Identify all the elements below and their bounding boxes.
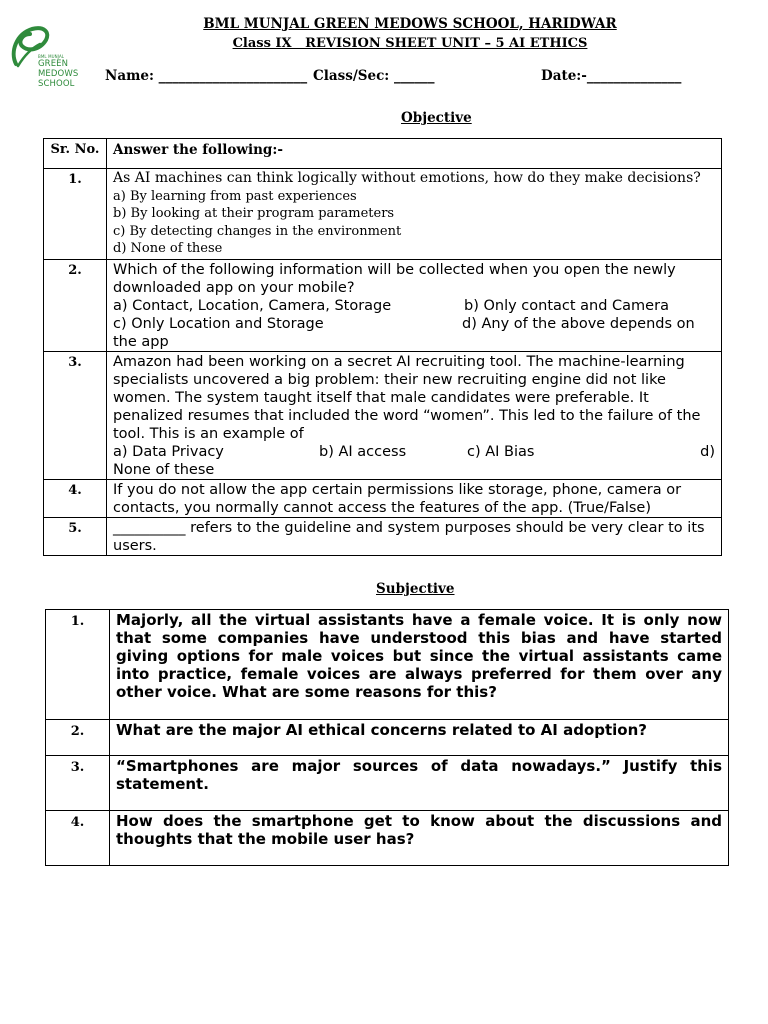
subjective-title: Subjective (376, 581, 455, 597)
option-a: a) Data Privacy (113, 444, 224, 460)
option-b: b) Only contact and Camera (464, 298, 669, 314)
option-d: d) None of these (113, 241, 223, 256)
logo-line-1: GREEN (38, 59, 69, 69)
date-field: Date:-______________ (541, 68, 682, 84)
question-number: 5. (44, 518, 107, 556)
option-b: b) By looking at their program parameters (113, 206, 395, 221)
table-row (44, 518, 722, 556)
option-a: a) Contact, Location, Camera, Storage (113, 298, 392, 314)
table-header-row (44, 139, 722, 169)
question-number: 4. (44, 480, 107, 518)
table-row (44, 352, 722, 480)
logo-line-2: MEDOWS (38, 69, 79, 79)
question-number: 1. (46, 610, 110, 720)
name-field: Name: ______________________ (105, 68, 308, 84)
answer-header: Answer the following:- (107, 139, 722, 169)
table-row (44, 169, 722, 260)
question-cell (107, 169, 722, 260)
question-number: 1. (44, 169, 107, 260)
table-row (46, 756, 729, 811)
class-sec-field: Class/Sec: ______ (313, 68, 435, 84)
question-cell (107, 260, 722, 352)
options-row (113, 443, 715, 461)
question-text: __________ refers to the guideline and system purposes should be very clear to its users. (107, 518, 722, 556)
question-text: As AI machines can think logically without emotions, how do they make decisions? (113, 170, 701, 186)
table-row (44, 260, 722, 352)
question-text: Which of the following information will be collected when you open the newly downloaded app on your mobile? (113, 262, 676, 296)
option-d-continued: None of these (113, 462, 215, 478)
question-number: 3. (46, 756, 110, 811)
school-name: BML MUNJAL GREEN MEDOWS SCHOOL, HARIDWAR (203, 16, 617, 32)
option-d: d) (700, 444, 715, 460)
question-number: 2. (44, 260, 107, 352)
question-number: 2. (46, 720, 110, 756)
table-row (44, 480, 722, 518)
question-text: Majorly, all the virtual assistants have a female voice. It is only now that some companies have understood this bias and have started giving options for male voices but since the virtual assistants came into practice, female voices are always preferred for them over any other voice. What are some reasons for this? (110, 610, 729, 720)
option-b: b) AI access (319, 444, 407, 460)
objective-table (43, 138, 722, 556)
option-d: d) Any of the above depends on (462, 316, 695, 332)
table-row (46, 720, 729, 756)
option-c: c) Only Location and Storage (113, 316, 324, 332)
question-number: 3. (44, 352, 107, 480)
table-row (46, 811, 729, 866)
sr-no-header: Sr. No. (44, 139, 107, 169)
question-number: 4. (46, 811, 110, 866)
option-d-continued: the app (113, 334, 169, 350)
option-c: c) AI Bias (467, 444, 535, 460)
question-text: “Smartphones are major sources of data nowadays.” Justify this statement. (110, 756, 729, 811)
subjective-table (45, 609, 729, 866)
options-row-1 (113, 297, 715, 315)
question-text: What are the major AI ethical concerns related to AI adoption? (110, 720, 729, 756)
question-text: How does the smartphone get to know about the discussions and thoughts that the mobile user has? (110, 811, 729, 866)
logo-line-3: SCHOOL (38, 79, 75, 89)
question-text: Amazon had been working on a secret AI recruiting tool. The machine-learning specialists uncovered a big problem: their new recruiting engine did not like women. The system taught itself that male candidates were preferable. It penalized resumes that included the word “women”. This led to the failure of the tool. This is an example of (113, 354, 701, 442)
option-c: c) By detecting changes in the environment (113, 223, 402, 239)
sheet-subtitle: Class IX REVISION SHEET UNIT – 5 AI ETHICS (232, 36, 588, 51)
question-cell (107, 352, 722, 480)
options-row-2 (113, 315, 715, 333)
table-row (46, 610, 729, 720)
question-text: If you do not allow the app certain permissions like storage, phone, camera or contacts, you normally cannot access the features of the app. (True/False) (107, 480, 722, 518)
logo-wordmark (38, 54, 78, 89)
option-a: a) By learning from past experiences (113, 188, 357, 204)
objective-title: Objective (401, 110, 472, 126)
logo-small-text: BML MUNJAL (38, 54, 65, 59)
